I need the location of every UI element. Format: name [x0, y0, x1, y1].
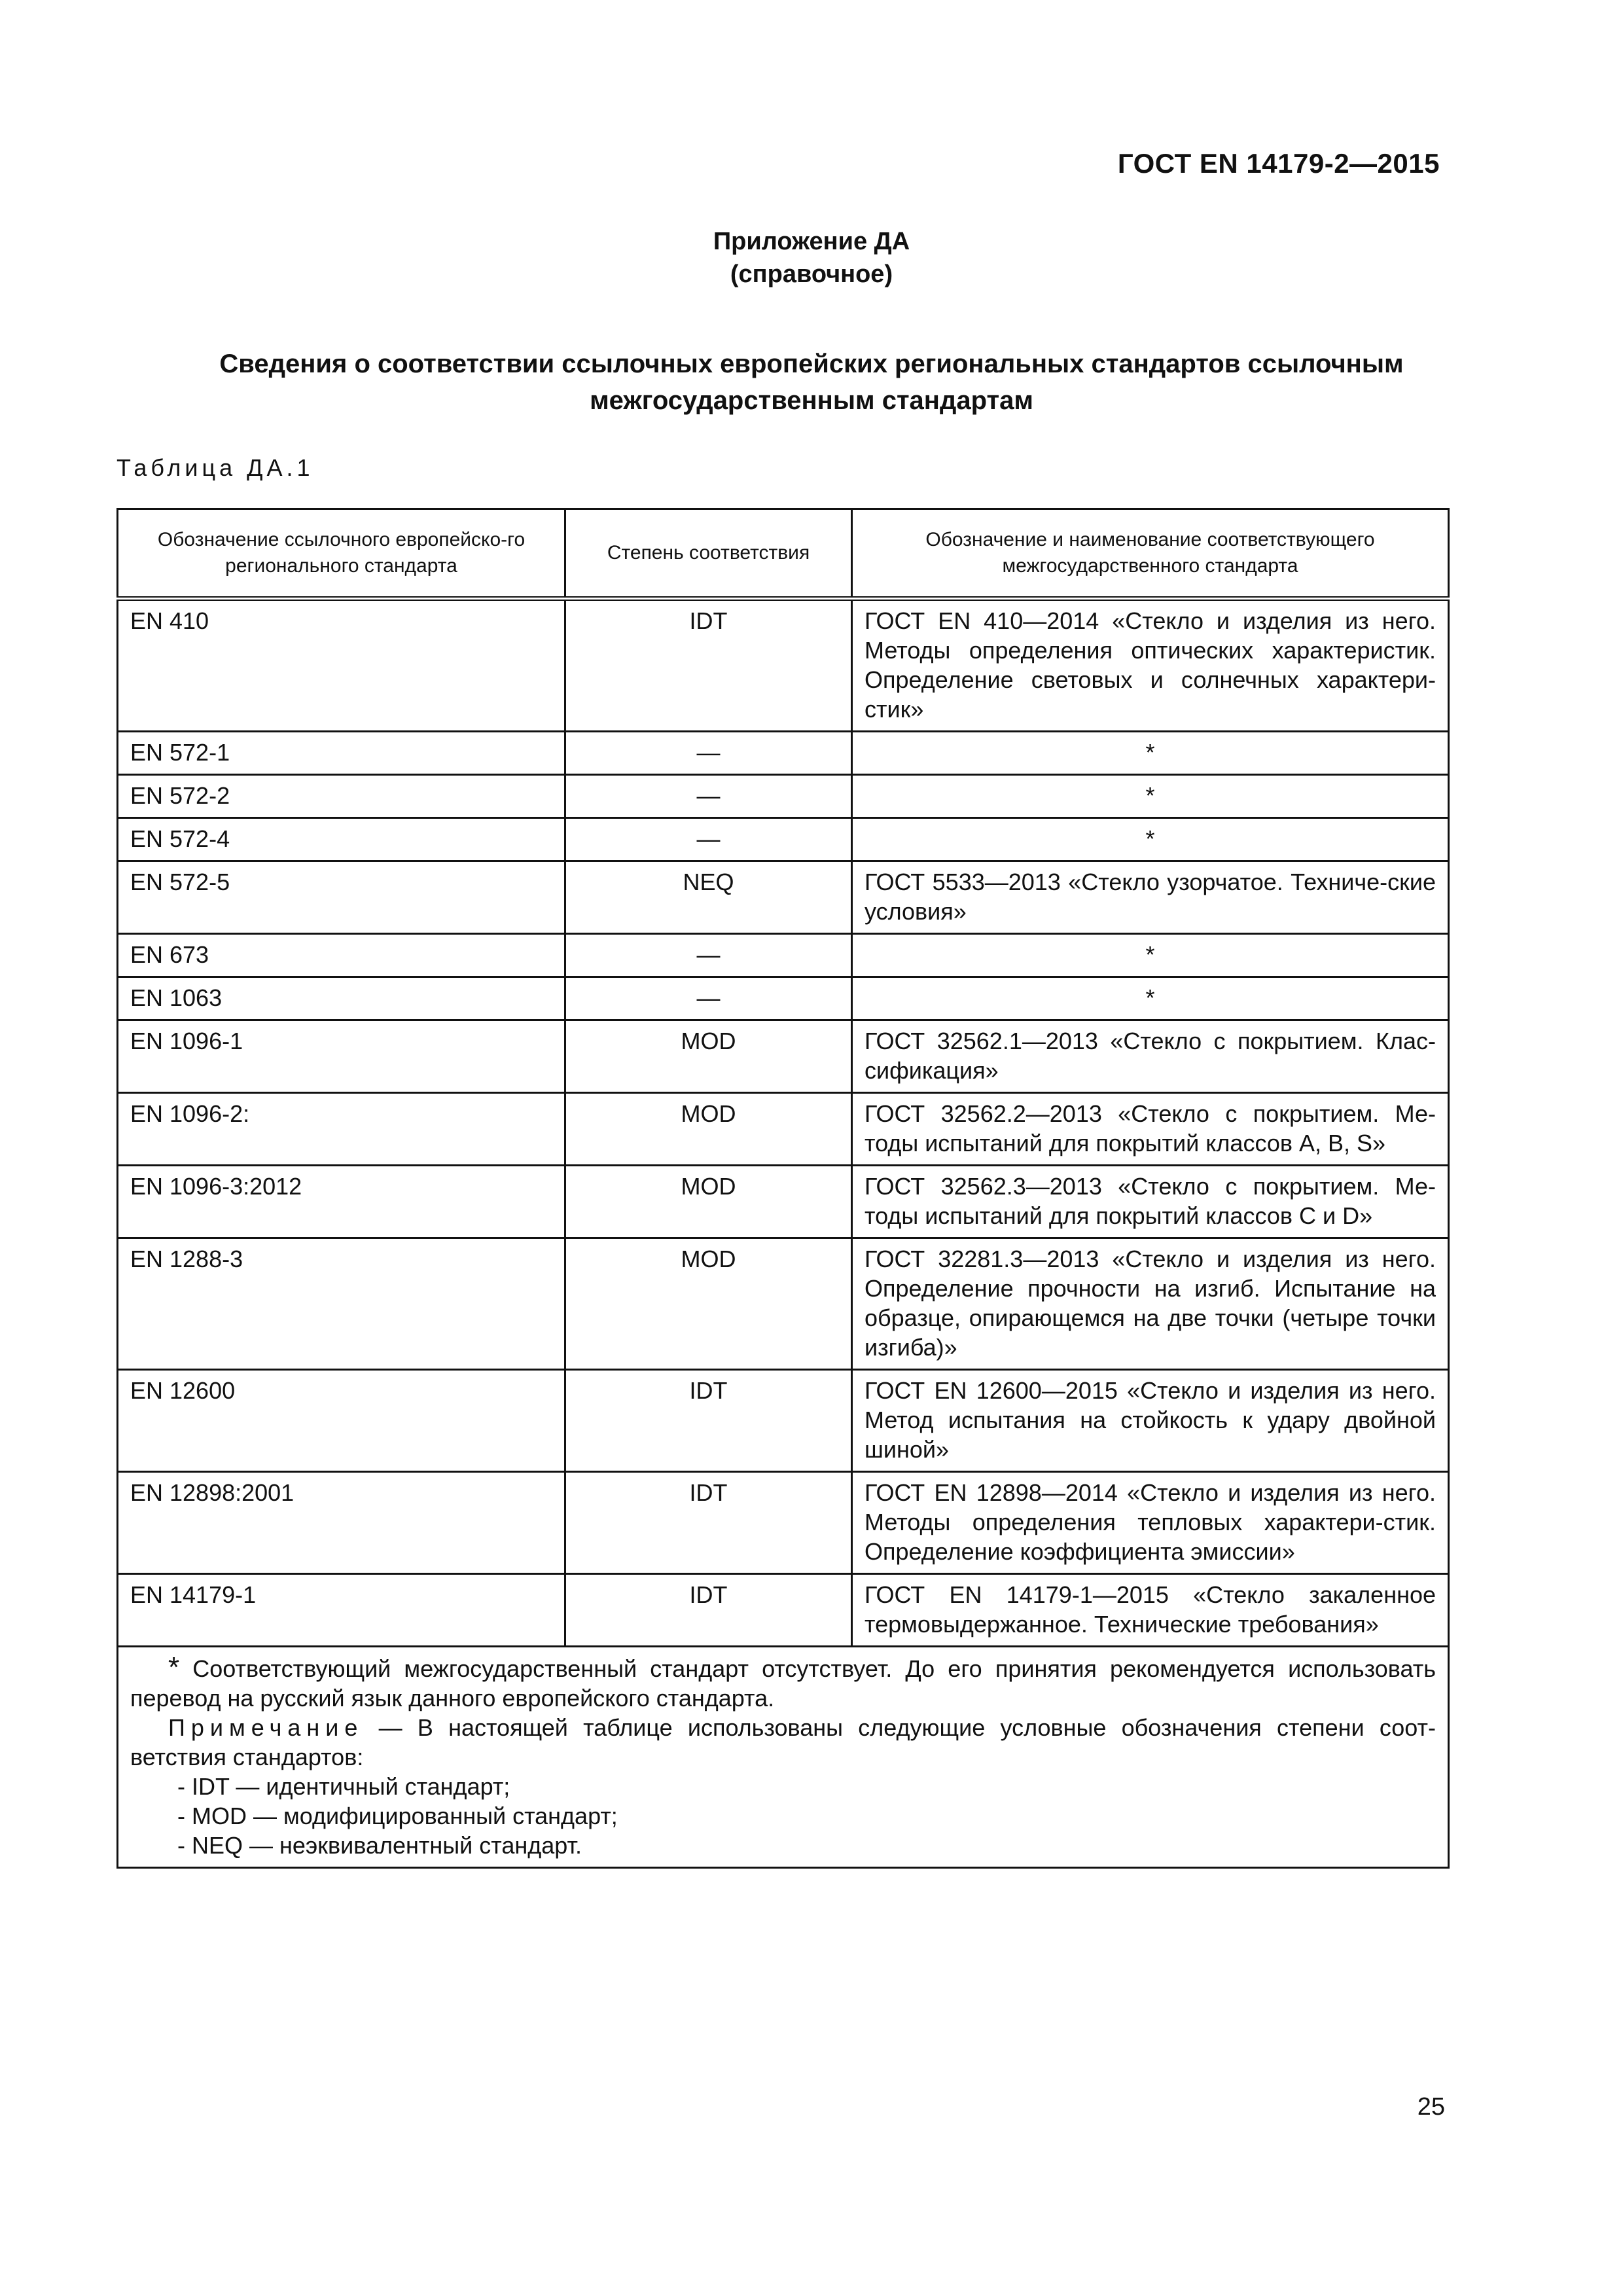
cell-degree: MOD	[565, 1020, 852, 1093]
cell-reference-standard: EN 572-5	[118, 861, 565, 934]
cell-degree: —	[565, 818, 852, 861]
cell-gost-standard: ГОСТ 32281.3—2013 «Стекло и изделия из него. Определение прочности на изгиб. Испытание на образце, опирающемся на две точки (четыре точки изгиба)»	[852, 1238, 1449, 1370]
footnote-star-mark: *	[168, 1651, 180, 1683]
cell-reference-standard: EN 673	[118, 934, 565, 977]
cell-degree: IDT	[565, 1472, 852, 1574]
cell-gost-standard: *	[852, 934, 1449, 977]
table-body	[118, 599, 1449, 1647]
correspondence-table	[116, 508, 1450, 1869]
table-row	[118, 1238, 1449, 1370]
cell-reference-standard: EN 1288-3	[118, 1238, 565, 1370]
cell-gost-standard: *	[852, 775, 1449, 818]
header-degree: Степень соответствия	[565, 509, 852, 599]
cell-degree: MOD	[565, 1093, 852, 1166]
cell-degree: NEQ	[565, 861, 852, 934]
table-row	[118, 1093, 1449, 1166]
note-label: Примечание	[168, 1714, 364, 1741]
table-row	[118, 861, 1449, 934]
cell-gost-standard: *	[852, 977, 1449, 1020]
cell-gost-standard: *	[852, 732, 1449, 775]
cell-reference-standard: EN 14179-1	[118, 1574, 565, 1647]
cell-gost-standard: ГОСТ 32562.1—2013 «Стекло с покрытием. Клас-сификация»	[852, 1020, 1449, 1093]
cell-gost-standard: *	[852, 818, 1449, 861]
table-row	[118, 977, 1449, 1020]
cell-reference-standard: EN 572-1	[118, 732, 565, 775]
note	[130, 1713, 1436, 1772]
annex-type: (справочное)	[730, 260, 893, 288]
footnote-star	[130, 1653, 1436, 1713]
legend-item-idt: - IDT — идентичный стандарт;	[177, 1773, 510, 1800]
cell-gost-standard: ГОСТ EN 410—2014 «Стекло и изделия из него. Методы определения оптических характеристик. Определение световых и солнечных характери-стик»	[852, 599, 1449, 732]
cell-gost-standard: ГОСТ 32562.2—2013 «Стекло с покрытием. Ме-тоды испытаний для покрытий классов А, В, S»	[852, 1093, 1449, 1166]
cell-gost-standard: ГОСТ 5533—2013 «Стекло узорчатое. Техниче-ские условия»	[852, 861, 1449, 934]
cell-degree: —	[565, 934, 852, 977]
table-row	[118, 1574, 1449, 1647]
table-notes	[118, 1647, 1449, 1868]
cell-reference-standard: EN 12898:2001	[118, 1472, 565, 1574]
cell-degree: —	[565, 977, 852, 1020]
cell-reference-standard: EN 12600	[118, 1370, 565, 1472]
cell-gost-standard: ГОСТ EN 12600—2015 «Стекло и изделия из него. Метод испытания на стойкость к удару двойной шиной»	[852, 1370, 1449, 1472]
footnote-star-text: Соответствующий межгосударственный стандарт отсутствует. До его принятия рекомендуется использовать перевод на русский язык данного европейского стандарта.	[130, 1655, 1436, 1712]
cell-gost-standard: ГОСТ EN 12898—2014 «Стекло и изделия из него. Методы определения тепловых характери-стик. Определение коэффициента эмиссии»	[852, 1472, 1449, 1574]
cell-gost-standard: ГОСТ 32562.3—2013 «Стекло с покрытием. Ме-тоды испытаний для покрытий классов С и D»	[852, 1166, 1449, 1238]
cell-reference-standard: EN 1096-3:2012	[118, 1166, 565, 1238]
cell-reference-standard: EN 410	[118, 599, 565, 732]
table-row	[118, 775, 1449, 818]
cell-degree: MOD	[565, 1166, 852, 1238]
cell-reference-standard: EN 1096-1	[118, 1020, 565, 1093]
note-text: — В настоящей таблице использованы следующие условные обозначения степени соот-ветствия стандартов:	[130, 1714, 1436, 1770]
header-reference-standard: Обозначение ссылочного европейско-го регионального стандарта	[118, 509, 565, 599]
table-row	[118, 818, 1449, 861]
cell-degree: MOD	[565, 1238, 852, 1370]
legend-item-mod: - MOD — модифицированный стандарт;	[177, 1803, 618, 1829]
table-notes-row	[118, 1647, 1449, 1868]
table-row	[118, 1020, 1449, 1093]
table-row	[118, 1472, 1449, 1574]
cell-reference-standard: EN 1063	[118, 977, 565, 1020]
table-caption: Таблица ДА.1	[116, 454, 314, 481]
table-row	[118, 732, 1449, 775]
document-code: ГОСТ EN 14179-2—2015	[1117, 148, 1440, 179]
table-header-row	[118, 509, 1449, 599]
cell-reference-standard: EN 1096-2:	[118, 1093, 565, 1166]
table-row	[118, 1370, 1449, 1472]
section-title	[144, 346, 1479, 419]
table-row	[118, 934, 1449, 977]
cell-degree: —	[565, 775, 852, 818]
table-row	[118, 1166, 1449, 1238]
page-number: 25	[1417, 2093, 1445, 2121]
legend-item-neq: - NEQ — неэквивалентный стандарт.	[177, 1832, 582, 1859]
annex-title: Приложение ДА	[713, 228, 910, 255]
cell-reference-standard: EN 572-2	[118, 775, 565, 818]
cell-degree: IDT	[565, 599, 852, 732]
annex-heading	[0, 225, 1623, 291]
cell-gost-standard: ГОСТ EN 14179-1—2015 «Стекло закаленное термовыдержанное. Технические требования»	[852, 1574, 1449, 1647]
header-gost-standard: Обозначение и наименование соответствующего межгосударственного стандарта	[852, 509, 1449, 599]
table-row	[118, 599, 1449, 732]
section-title-line-1: Сведения о соответствии ссылочных европейских региональных стандартов ссылочным	[219, 350, 1404, 378]
cell-reference-standard: EN 572-4	[118, 818, 565, 861]
cell-degree: —	[565, 732, 852, 775]
cell-degree: IDT	[565, 1574, 852, 1647]
cell-degree: IDT	[565, 1370, 852, 1472]
section-title-line-2: межгосударственным стандартам	[590, 386, 1033, 415]
